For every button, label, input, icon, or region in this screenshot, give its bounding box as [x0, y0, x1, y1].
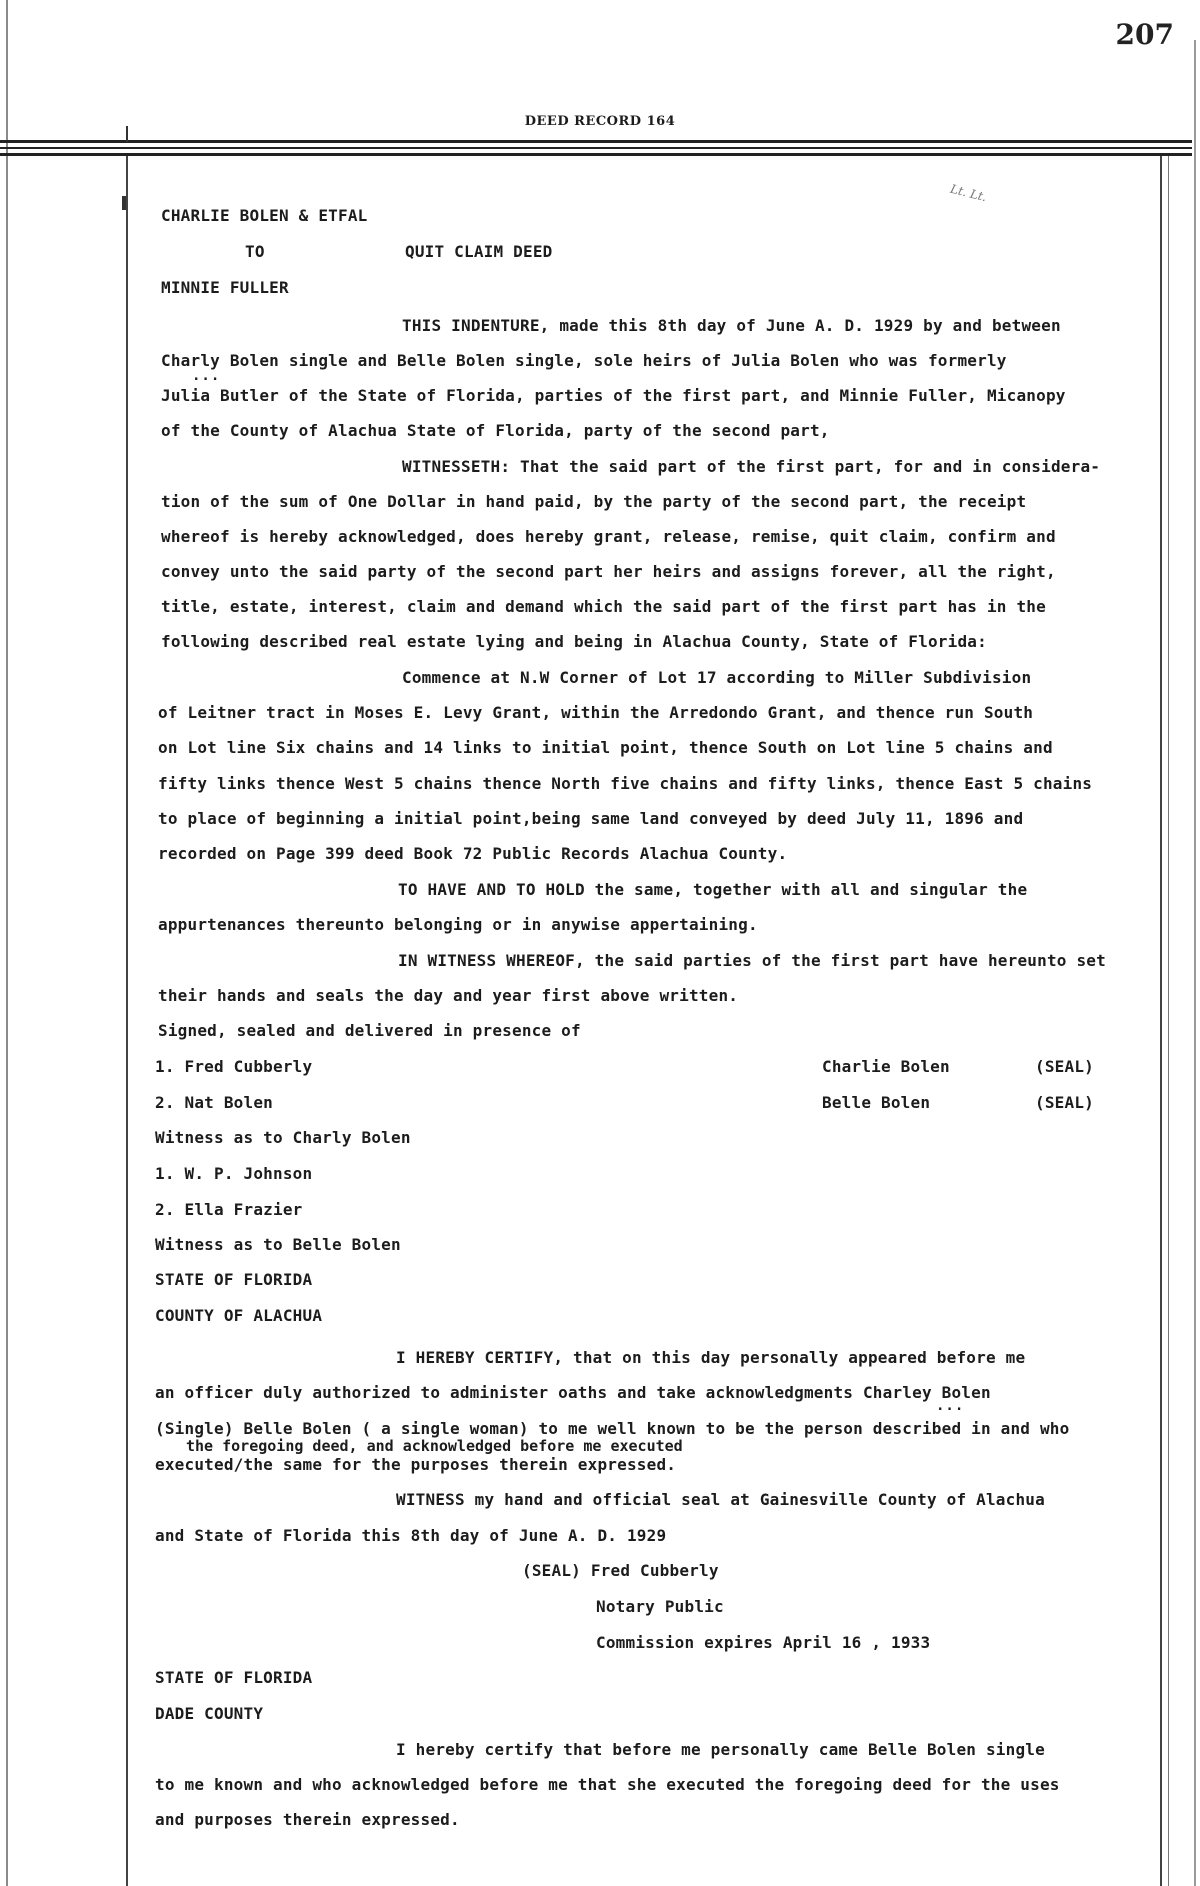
body-line: whereof is hereby acknowledged, does hereby grant, release, remise, quit claim, confirm and: [161, 527, 1056, 546]
notary-title: Notary Public: [596, 1597, 724, 1616]
grantor-caption: CHARLIE BOLEN & ETFAL: [161, 206, 368, 225]
certificate-line: WITNESS my hand and official seal at Gainesville County of Alachua: [396, 1490, 1045, 1509]
signature-name: Belle Bolen: [822, 1093, 931, 1112]
body-line: tion of the sum of One Dollar in hand paid, by the party of the second part, the receipt: [161, 492, 1027, 511]
final-line: and purposes therein expressed.: [155, 1810, 460, 1829]
insertion-marks: ...: [936, 1398, 965, 1414]
body-line: on Lot line Six chains and 14 links to initial point, thence South on Lot line 5 chains and: [158, 738, 1053, 757]
page-edge-right: [1194, 40, 1196, 1886]
margin-scrawl: Lt. Lt.: [948, 181, 989, 205]
header-rule-middle: [0, 147, 1192, 149]
venue-county: DADE COUNTY: [155, 1704, 264, 1723]
grantee-caption: MINNIE FULLER: [161, 278, 289, 297]
body-line: WITNESSETH: That the said part of the first part, for and in considera-: [402, 457, 1101, 476]
signature-seal: (SEAL): [1035, 1057, 1094, 1076]
to-caption: TO: [245, 242, 265, 261]
margin-line-left: [126, 156, 128, 1886]
deed-type-caption: QUIT CLAIM DEED: [405, 242, 553, 261]
commission-expiry: Commission expires April 16 , 1933: [596, 1633, 931, 1652]
body-line: their hands and seals the day and year first above written.: [158, 986, 739, 1005]
venue-state: STATE OF FLORIDA: [155, 1668, 313, 1687]
body-line: Commence at N.W Corner of Lot 17 according to Miller Subdivision: [402, 668, 1032, 687]
certificate-line: executed/the same for the purposes therein expressed.: [155, 1455, 677, 1474]
signature-seal: (SEAL): [1035, 1093, 1094, 1112]
body-line: of Leitner tract in Moses E. Levy Grant, within the Arredondo Grant, and thence run South: [158, 703, 1034, 722]
notary-seal-name: (SEAL) Fred Cubberly: [522, 1561, 719, 1580]
body-line: fifty links thence West 5 chains thence North five chains and fifty links, thence East 5 chains: [158, 774, 1093, 793]
final-line: to me known and who acknowledged before me that she executed the foregoing deed for the uses: [155, 1775, 1060, 1794]
margin-tick: [126, 126, 128, 142]
body-line: convey unto the said party of the second part her heirs and assigns forever, all the right,: [161, 562, 1056, 581]
body-line: TO HAVE AND TO HOLD the same, together with all and singular the: [398, 880, 1028, 899]
header-rule-bottom: [0, 153, 1192, 156]
certificate-line: I HEREBY CERTIFY, that on this day personally appeared before me: [396, 1348, 1026, 1367]
interlineation: the foregoing deed, and acknowledged before me executed: [186, 1437, 683, 1455]
body-line: of the County of Alachua State of Florida, party of the second part,: [161, 421, 830, 440]
insertion-marks: ...: [192, 368, 221, 384]
margin-line-right-outer: [1168, 156, 1169, 1886]
witness-line: 2. Ella Frazier: [155, 1200, 303, 1219]
body-line: Charly Bolen single and Belle Bolen single, sole heirs of Julia Bolen who was formerly: [161, 351, 1007, 370]
record-book-title: DEED RECORD 164: [524, 114, 676, 129]
body-line: appurtenances thereunto belonging or in anywise appertaining.: [158, 915, 758, 934]
body-line: THIS INDENTURE, made this 8th day of June A. D. 1929 by and between: [402, 316, 1061, 335]
body-line: following described real estate lying and being in Alachua County, State of Florida:: [161, 632, 987, 651]
header-rule-top: [0, 140, 1192, 143]
body-line: to place of beginning a initial point,being same land conveyed by deed July 11, 1896 and: [158, 809, 1024, 828]
certificate-line: and State of Florida this 8th day of June A. D. 1929: [155, 1526, 667, 1545]
signature-name: Charlie Bolen: [822, 1057, 950, 1076]
page-number: 207: [1115, 18, 1174, 51]
body-line: title, estate, interest, claim and demand which the said part of the first part has in the: [161, 597, 1046, 616]
witness-line: 1. Fred Cubberly: [155, 1057, 313, 1076]
witness-line: Witness as to Belle Bolen: [155, 1235, 401, 1254]
body-line: IN WITNESS WHEREOF, the said parties of the first part have hereunto set: [398, 951, 1106, 970]
venue-state: STATE OF FLORIDA: [155, 1270, 313, 1289]
page-edge-left: [6, 0, 8, 1886]
witness-line: Witness as to Charly Bolen: [155, 1128, 411, 1147]
venue-county: COUNTY OF ALACHUA: [155, 1306, 323, 1325]
final-line: I hereby certify that before me personally came Belle Bolen single: [396, 1740, 1045, 1759]
witness-line: 2. Nat Bolen: [155, 1093, 273, 1112]
certificate-line: an officer duly authorized to administer oaths and take acknowledgments Charley Bolen: [155, 1383, 991, 1402]
body-line: recorded on Page 399 deed Book 72 Public Records Alachua County.: [158, 844, 788, 863]
margin-tick: [122, 196, 126, 210]
margin-line-right: [1160, 156, 1162, 1886]
certificate-line: (Single) Belle Bolen ( a single woman) to me well known to be the person described in and who: [155, 1419, 1070, 1438]
body-line: Signed, sealed and delivered in presence of: [158, 1021, 581, 1040]
body-line: Julia Butler of the State of Florida, parties of the first part, and Minnie Fuller, Micanopy: [161, 386, 1066, 405]
witness-line: 1. W. P. Johnson: [155, 1164, 313, 1183]
